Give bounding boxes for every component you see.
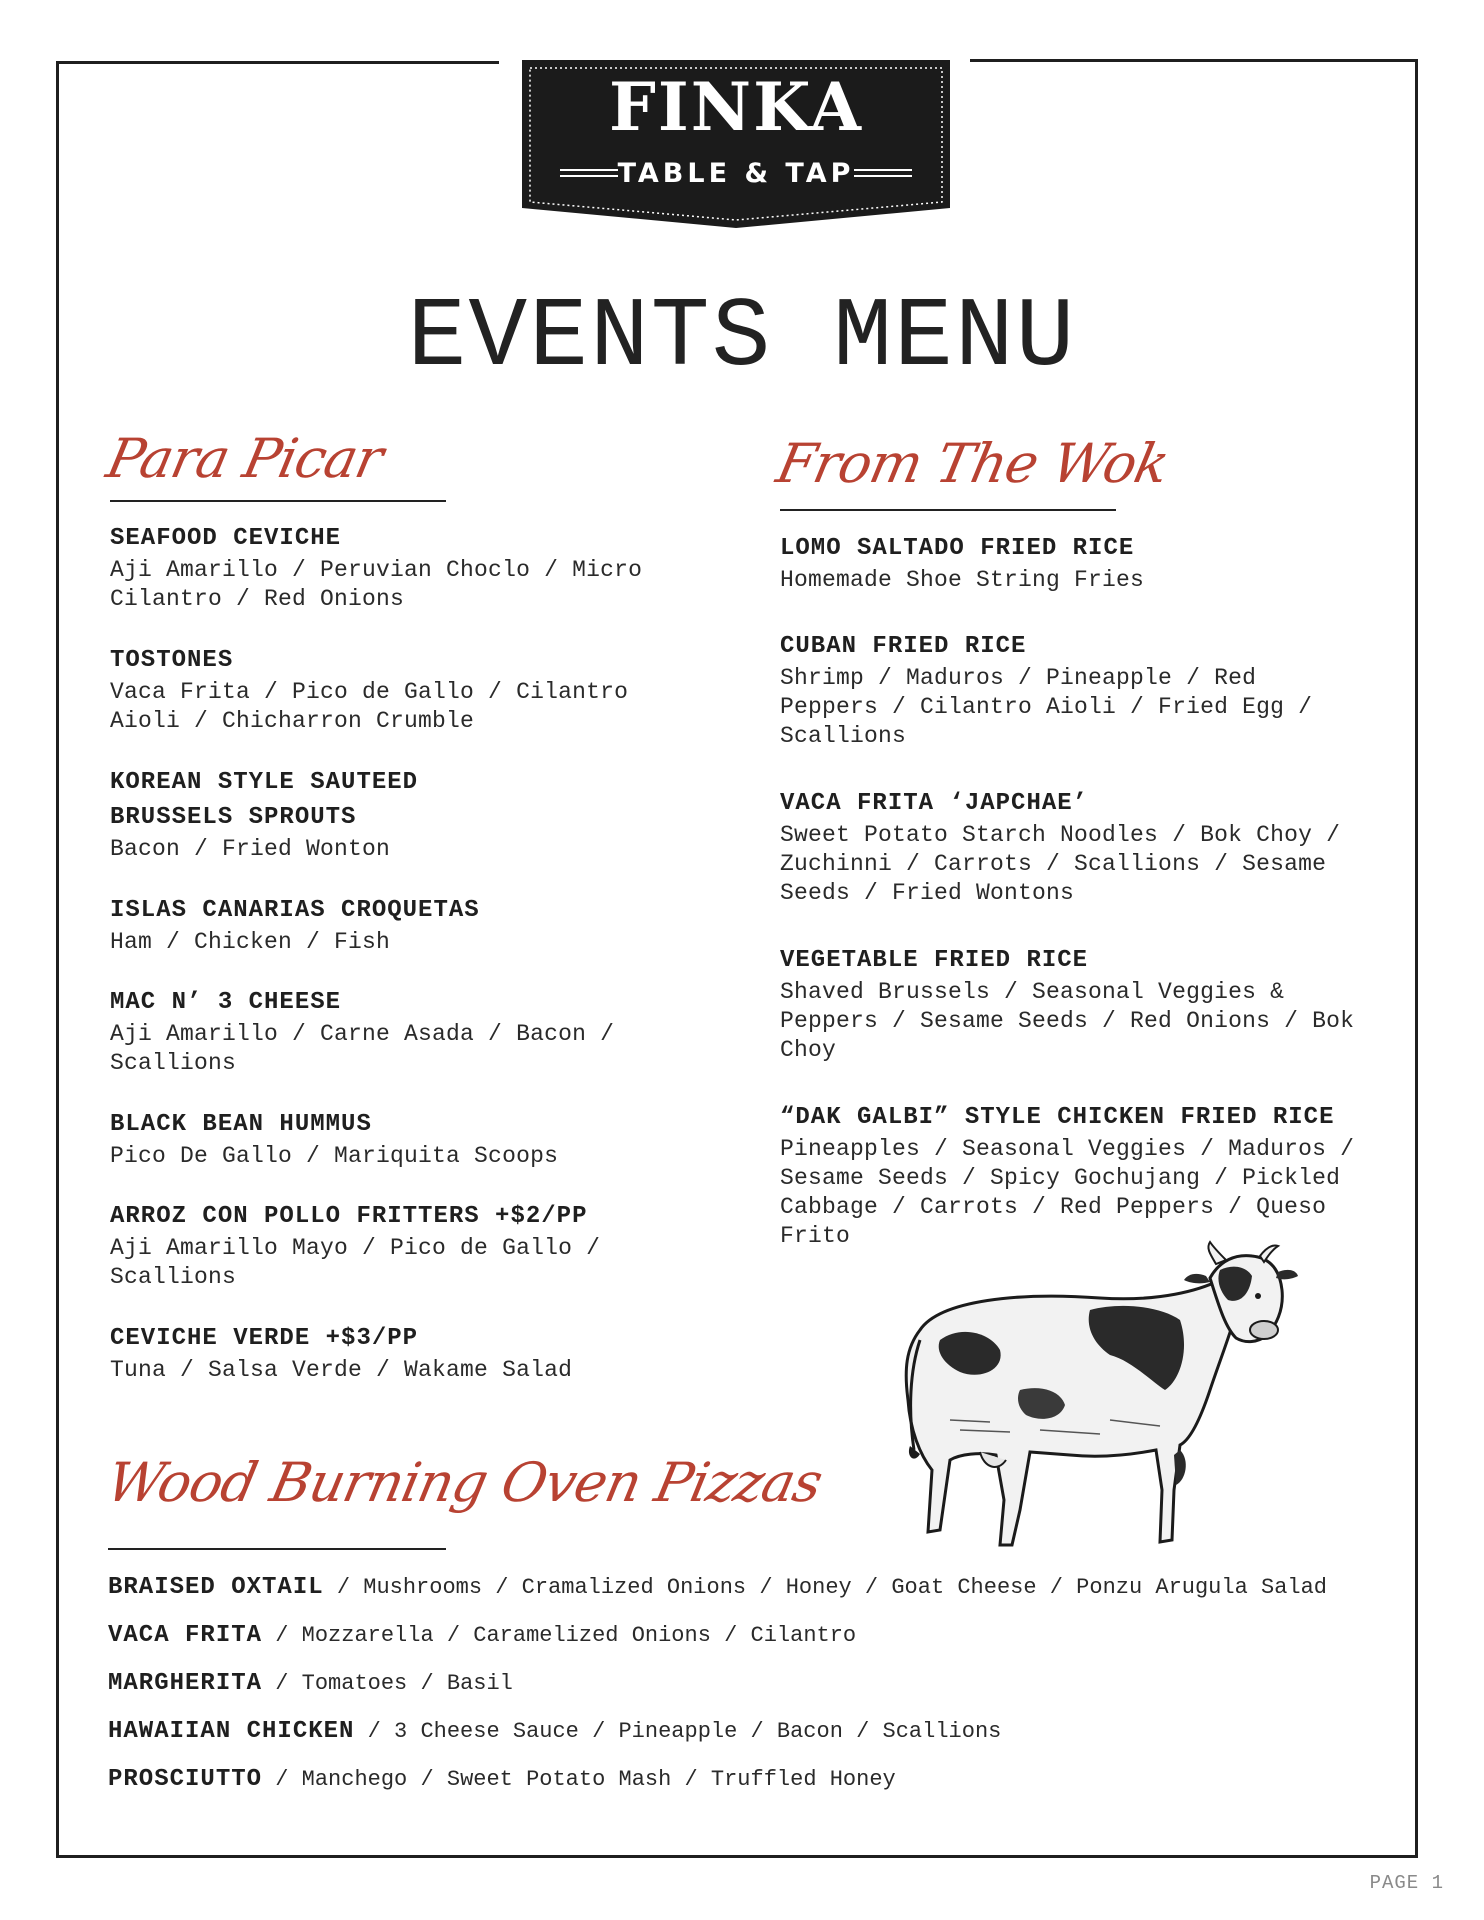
menu-item — [110, 1107, 670, 1171]
item-description: Shaved Brussels / Seasonal Veggies & Peppers / Sesame Seeds / Red Onions / Bok Choy — [780, 979, 1355, 1063]
item-description: Vaca Frita / Pico de Gallo / Cilantro Aioli / Chicharron Crumble — [110, 679, 629, 734]
page-title: EVENTS MENU — [407, 283, 1077, 394]
item-name: MAC N’ 3 CHEESE — [110, 989, 342, 1016]
section-heading-pizzas: Wood Burning Oven Pizzas — [101, 1451, 828, 1514]
frame-border-top-left — [56, 61, 499, 64]
item-description: Homemade Shoe String Fries — [780, 567, 1145, 593]
frame-border-top-right — [970, 59, 1418, 62]
menu-item — [110, 1199, 670, 1292]
item-description: Aji Amarillo / Carne Asada / Bacon / Scallions — [110, 1021, 615, 1076]
item-description: Bacon / Fried Wonton — [110, 836, 391, 862]
frame-border-bottom — [56, 1855, 1418, 1858]
item-name: VACA FRITA ‘JAPCHAE’ — [780, 790, 1089, 817]
section-rule — [108, 1548, 446, 1550]
pizza-item — [108, 1670, 513, 1697]
pizza-name: MARGHERITA — [108, 1670, 263, 1697]
item-name: ARROZ CON POLLO FRITTERS +$2/PP — [110, 1203, 588, 1230]
menu-item — [110, 765, 540, 864]
pizza-item — [108, 1574, 1327, 1601]
section-heading-para-picar: Para Picar — [101, 427, 388, 490]
pizza-item — [108, 1622, 856, 1649]
logo-tagline: TABLE & TAP — [617, 158, 855, 189]
menu-item — [110, 1321, 670, 1385]
pizza-description: / Mozzarella / Caramelized Onions / Cilantro — [275, 1623, 857, 1648]
logo-wordmark: FINKA — [609, 68, 863, 146]
item-description: Aji Amarillo Mayo / Pico de Gallo / Scallions — [110, 1235, 601, 1290]
section-heading-from-the-wok: From The Wok — [771, 432, 1174, 495]
menu-item — [780, 786, 1380, 908]
item-description: Tuna / Salsa Verde / Wakame Salad — [110, 1357, 573, 1383]
pizza-description: / Mushrooms / Cramalized Onions / Honey / Goat Cheese / Ponzu Arugula Salad — [336, 1575, 1328, 1600]
menu-item — [110, 643, 670, 736]
item-description: Sweet Potato Starch Noodles / Bok Choy / Zuchinni / Carrots / Scallions / Sesame Seeds / Fried Wontons — [780, 822, 1341, 906]
item-description: Shrimp / Maduros / Pineapple / Red Peppers / Cilantro Aioli / Fried Egg / Scallions — [780, 665, 1313, 749]
pizza-description: / Manchego / Sweet Potato Mash / Truffled Honey — [275, 1767, 896, 1792]
menu-item — [780, 943, 1370, 1065]
item-description: Pineapples / Seasonal Veggies / Maduros / Sesame Seeds / Spicy Gochujang / Pickled Cabbage / Carrots / Red Peppers / Queso Frito — [780, 1136, 1355, 1249]
page-number: PAGE 1 — [1369, 1872, 1444, 1894]
pizza-name: VACA FRITA — [108, 1622, 263, 1649]
menu-item — [780, 531, 1380, 595]
section-rule — [780, 509, 1116, 511]
menu-item — [780, 629, 1360, 751]
section-rule — [110, 500, 446, 502]
menu-item — [780, 1100, 1390, 1251]
pizza-name: BRAISED OXTAIL — [108, 1574, 324, 1601]
item-name: SEAFOOD CEVICHE — [110, 525, 342, 552]
item-name: CEVICHE VERDE +$3/PP — [110, 1325, 419, 1352]
pizza-item — [108, 1766, 896, 1793]
item-name: KOREAN STYLE SAUTEED BRUSSELS SPROUTS — [110, 769, 419, 831]
pizza-description: / 3 Cheese Sauce / Pineapple / Bacon / Scallions — [367, 1719, 1002, 1744]
pizza-name: PROSCIUTTO — [108, 1766, 263, 1793]
item-name: LOMO SALTADO FRIED RICE — [780, 535, 1135, 562]
item-name: VEGETABLE FRIED RICE — [780, 947, 1089, 974]
item-name: CUBAN FRIED RICE — [780, 633, 1027, 660]
cow-illustration — [880, 1240, 1300, 1570]
item-name: “DAK GALBI” STYLE CHICKEN FRIED RICE — [780, 1104, 1335, 1131]
menu-item — [110, 521, 670, 614]
finka-logo — [522, 60, 950, 235]
item-name: BLACK BEAN HUMMUS — [110, 1111, 372, 1138]
menu-item — [110, 985, 670, 1078]
pizza-name: HAWAIIAN CHICKEN — [108, 1718, 355, 1745]
item-description: Pico De Gallo / Mariquita Scoops — [110, 1143, 559, 1169]
item-name: ISLAS CANARIAS CROQUETAS — [110, 897, 480, 924]
pizza-description: / Tomatoes / Basil — [275, 1671, 513, 1696]
pizza-item — [108, 1718, 1001, 1745]
item-name: TOSTONES — [110, 647, 234, 674]
menu-item — [110, 893, 670, 957]
item-description: Aji Amarillo / Peruvian Choclo / Micro Cilantro / Red Onions — [110, 557, 643, 612]
item-description: Ham / Chicken / Fish — [110, 929, 391, 955]
